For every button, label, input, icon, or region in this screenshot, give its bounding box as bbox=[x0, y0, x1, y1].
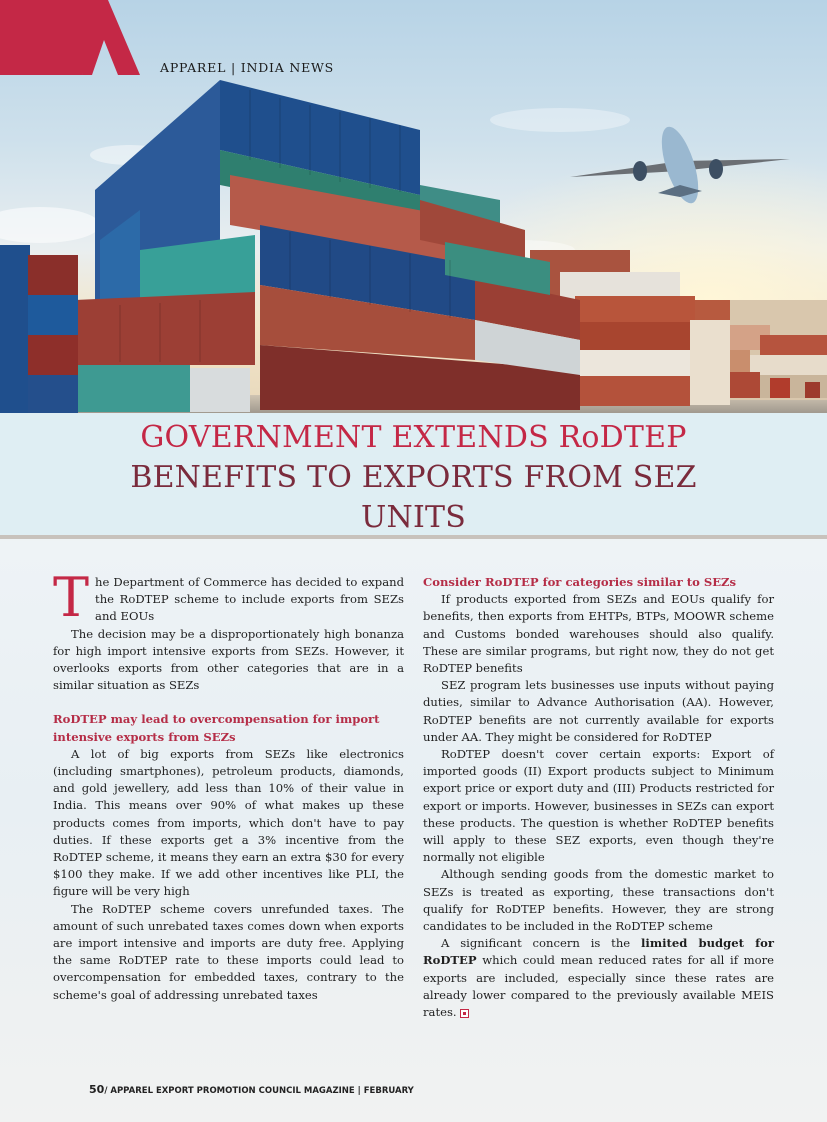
headline-line-3: UNITS bbox=[361, 500, 466, 535]
paragraph: SEZ program lets businesses use inputs without paying duties, similar to Advance Authorisation (AA). However, RoDTEP benefits are not currently available for exports under AA. They might be considered for RoDTEP bbox=[423, 678, 774, 744]
paragraph: The decision may be a disproportionately high bonanza for high import intensive exports from SEZs. However, it overlooks exports from other categories that are in a similar situation as SEZs bbox=[53, 626, 404, 693]
magazine-logo bbox=[0, 0, 140, 75]
page-number: 50 bbox=[89, 1083, 105, 1096]
paragraph: If products exported from SEZs and EOUs qualify for benefits, then exports from EHTPs, BTPs, MOOWR scheme and Customs bonded warehouses should also qualify. These are similar programs, but right now, they do not get RoDTEP benefits bbox=[423, 592, 774, 676]
paragraph: Although sending goods from the domestic market to SEZs is treated as exporting, these transactions don't qualify for RoDTEP benefits. However, they are strong candidates to be included in the RoDTEP scheme bbox=[423, 867, 774, 934]
drop-cap: T bbox=[53, 566, 90, 629]
end-mark-icon bbox=[460, 1009, 469, 1018]
hero-image bbox=[0, 0, 827, 415]
intro-text: he Department of Commerce has decided to expand the RoDTEP scheme to include exports from SEZs and EOUs bbox=[95, 575, 404, 624]
page-footer bbox=[89, 1083, 414, 1096]
paragraph: A lot of big exports from SEZs like electronics (including smartphones), petroleum products, diamonds, and gold jewellery, add less than 10% of their value in India. This means over 90% of what makes up these products comes from imports, which don't have to pay duties. If these exports get a 3% incentive from the RoDTEP scheme, it means they earn an extra $30 for every $100 they make. If we add other incentives like PLI, the figure will be very high bbox=[53, 746, 404, 899]
headline-line-2: BENEFITS TO EXPORTS FROM SEZ bbox=[130, 460, 697, 495]
footer-text: / APPAREL EXPORT PROMOTION COUNCIL MAGAZINE | FEBRUARY bbox=[104, 1086, 414, 1096]
article-headline bbox=[60, 418, 767, 538]
intro-paragraph bbox=[53, 566, 404, 629]
text: which could mean reduced rates for all if more exports are included, especially since these rates are already lower compared to the previously available MEIS rates. bbox=[423, 953, 774, 1020]
paragraph bbox=[423, 935, 774, 1021]
paragraph: RoDTEP doesn't cover certain exports: Export of imported goods (II) Export products subject to Minimum export price or export duty and (III) Products restricted for export or imports. However, businesses in SEZs can export these products. The question is whether RoDTEP benefits will apply to these SEZ exports, even though they're normally not eligible bbox=[423, 747, 774, 865]
subheading-similar-categories: Consider RoDTEP for categories similar to SEZs bbox=[423, 575, 737, 589]
right-column bbox=[423, 574, 774, 1021]
bold-text: limited budget for RoDTEP bbox=[423, 936, 775, 968]
left-column bbox=[53, 566, 404, 1004]
headline-line-1: GOVERNMENT EXTENDS RoDTEP bbox=[140, 420, 687, 455]
subheading-overcompensation: RoDTEP may lead to overcompensation for import intensive exports from SEZs bbox=[53, 712, 380, 744]
paragraph: The RoDTEP scheme covers unrefunded taxes. The amount of such unrebated taxes comes down when exports are import intensive and imports are duty free. Applying the same RoDTEP rate to these imports could lead to overcompensation for embedded taxes, contrary to the scheme's goal of addressing unrebated taxes bbox=[53, 901, 404, 1002]
section-label: APPAREL | INDIA NEWS bbox=[160, 60, 335, 75]
text: A significant concern is the bbox=[441, 936, 642, 951]
